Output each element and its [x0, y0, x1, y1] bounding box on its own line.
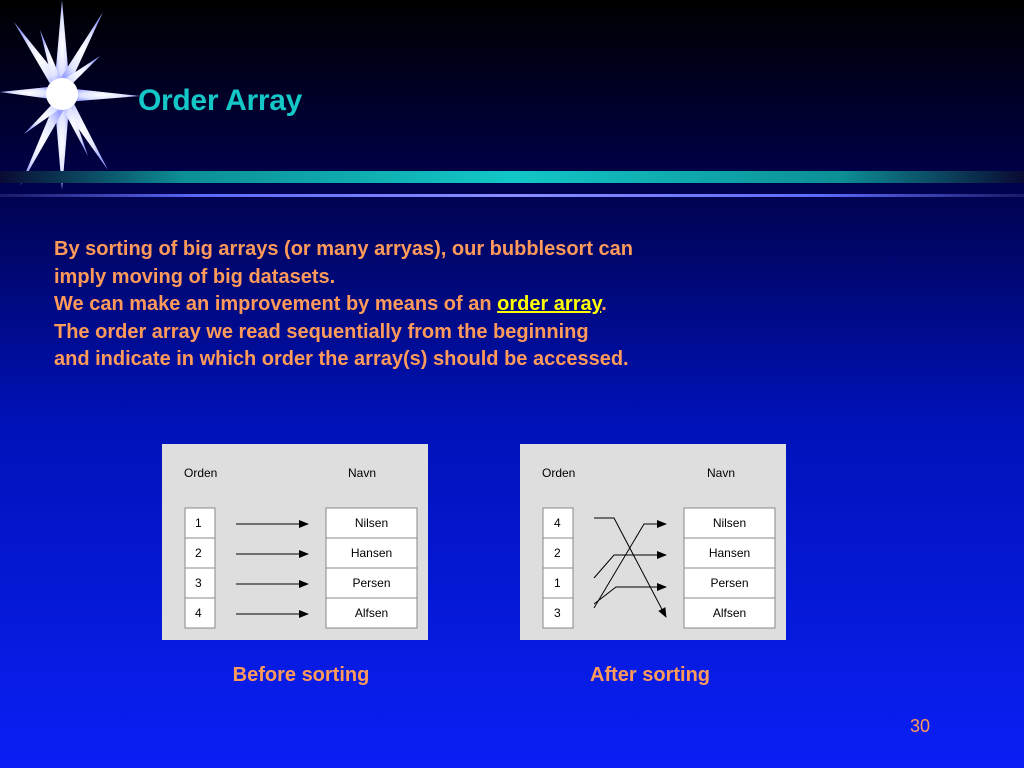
name-header: Navn — [707, 466, 736, 480]
pointer-arrows — [594, 518, 666, 617]
order-cell: 2 — [554, 546, 561, 560]
before-sorting-diagram — [162, 444, 428, 640]
after-sorting-diagram — [520, 444, 786, 640]
body-paragraph — [54, 236, 774, 374]
order-column — [185, 508, 215, 628]
name-cell: Alfsen — [354, 606, 389, 620]
body-line — [54, 291, 774, 319]
order-cell: 4 — [554, 516, 561, 530]
before-sorting-caption: Before sorting — [232, 664, 370, 686]
title-divider-band — [0, 171, 1024, 183]
arrow — [594, 518, 666, 617]
order-header: Orden — [542, 466, 576, 480]
slide-title: Order Array — [138, 84, 302, 117]
body-line-text: We can make an improvement by means of an — [54, 293, 498, 315]
name-column — [684, 508, 775, 628]
order-header: Orden — [184, 466, 218, 480]
order-column — [543, 508, 573, 628]
name-cell: Hansen — [708, 546, 751, 560]
arrow — [594, 555, 666, 578]
name-cell: Nilsen — [712, 516, 747, 530]
title-divider-line — [0, 194, 1024, 197]
order-cell: 3 — [195, 576, 202, 590]
pointer-arrows — [236, 524, 308, 614]
after-sorting-caption: After sorting — [590, 664, 710, 686]
name-cell: Persen — [710, 576, 749, 590]
star-burst-icon — [0, 0, 150, 190]
order-array-link[interactable]: order array — [497, 293, 602, 315]
order-cell: 1 — [554, 576, 561, 590]
order-cell: 4 — [195, 606, 202, 620]
name-column — [326, 508, 417, 628]
body-line: By sorting of big arrays (or many arryas), our bubblesort can — [54, 238, 634, 260]
name-cell: Alfsen — [712, 606, 747, 620]
order-cell: 1 — [195, 516, 202, 530]
order-cell: 2 — [195, 546, 202, 560]
name-cell: Nilsen — [354, 516, 389, 530]
body-line: imply moving of big datasets. — [54, 265, 336, 288]
body-line: The order array we read sequentially from the beginning — [54, 320, 589, 343]
name-header: Navn — [348, 466, 377, 480]
body-line-text: . — [601, 293, 607, 315]
order-cell: 3 — [554, 606, 561, 620]
name-cell: Hansen — [350, 546, 393, 560]
page-number: 30 — [910, 716, 931, 736]
body-line: and indicate in which order the array(s) should be accessed. — [54, 348, 629, 370]
name-cell: Persen — [352, 576, 391, 590]
